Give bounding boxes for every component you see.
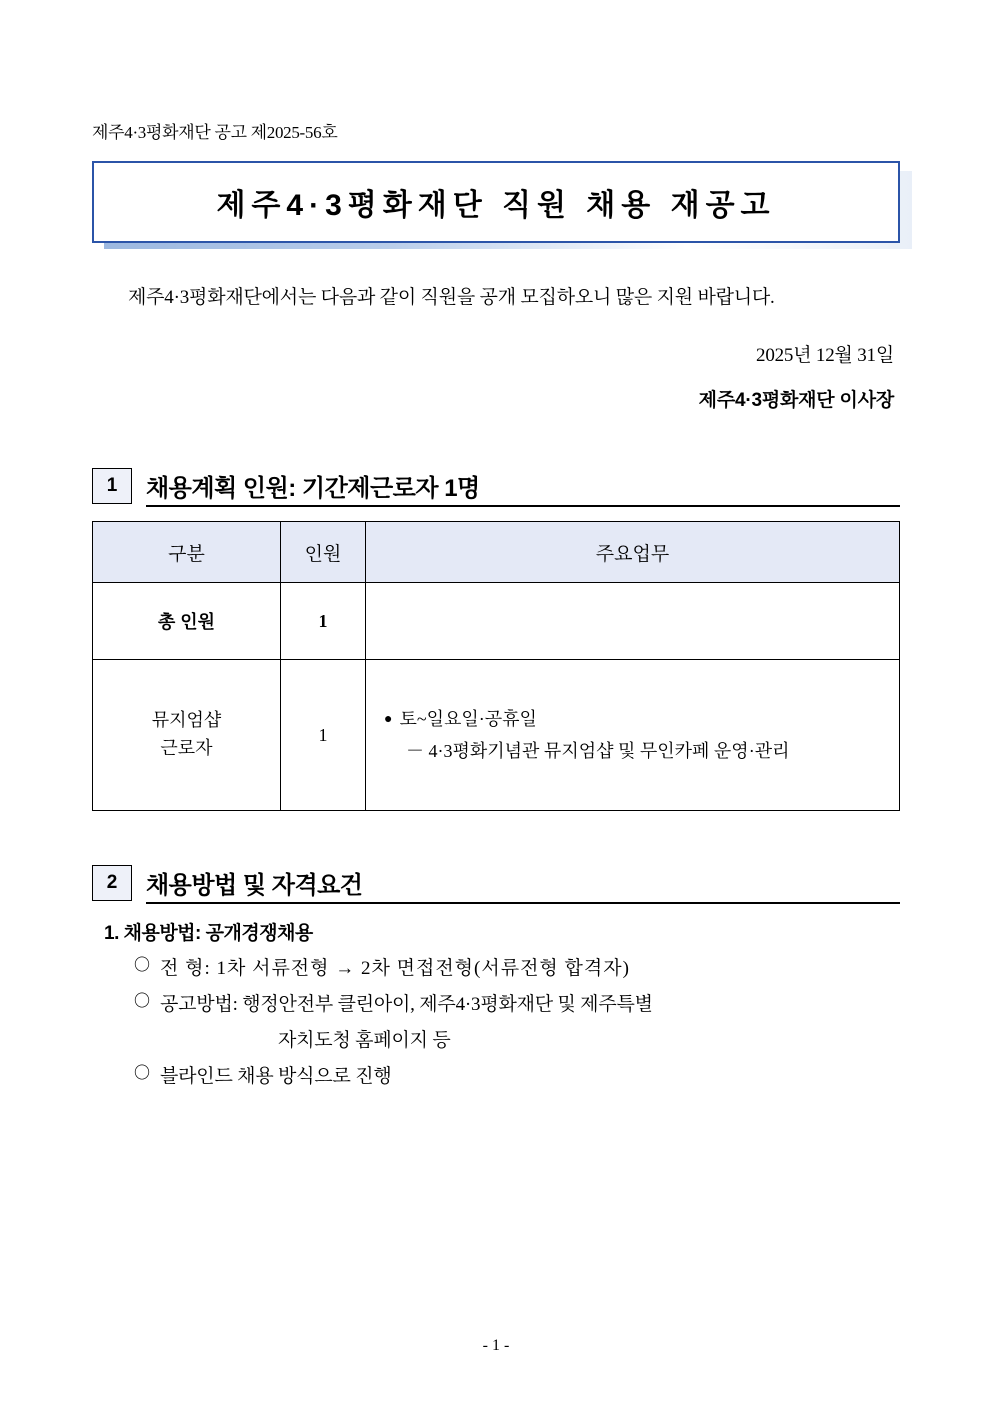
section-2-item-1: 1. 채용방법: 공개경쟁채용 (104, 923, 313, 945)
header-inwon: 인원 (281, 522, 366, 583)
list-item (134, 1059, 900, 1095)
title-banner (92, 161, 900, 243)
cell-position-duty (366, 660, 900, 811)
cell-total-duty (366, 583, 900, 660)
duty-line-2: － 4·3평화기념관 뮤지엄샵 및 무인카페 운영·관리 (406, 741, 790, 762)
section-2-number: 2 (92, 865, 132, 901)
circle-bullet-icon: 〇 (134, 1065, 150, 1083)
announcement-date: 2025년 12월 31일 (756, 345, 894, 367)
page-number: - 1 - (482, 1337, 510, 1354)
recruitment-table (92, 521, 900, 811)
cell-position-count: 1 (281, 660, 366, 811)
cell-total-label: 총 인원 (93, 583, 281, 660)
circle-bullet-icon: 〇 (134, 993, 150, 1011)
signer-name: 제주4·3평화재단 이사장 (698, 390, 894, 412)
list-item-label: 블라인드 채용 방식으로 진행 (160, 1066, 392, 1088)
header-duty: 주요업무 (366, 522, 900, 583)
table-row (93, 583, 900, 660)
table-body (93, 583, 900, 811)
cell-position-label (93, 660, 281, 811)
section-2-heading (92, 865, 900, 904)
title-box (92, 161, 900, 243)
list-item (134, 987, 900, 1023)
document-number: 제주4·3평화재단 공고 제2025-56호 (92, 123, 338, 142)
position-label-line1: 뮤지엄샵 (151, 710, 222, 731)
duty-line-1-text: 토~일요일·공휴일 (399, 708, 537, 729)
circle-bullet-icon: 〇 (134, 957, 150, 975)
position-label-line2: 근로자 (160, 738, 213, 759)
section-1-heading (92, 468, 900, 507)
list-item-label: 공고방법: 행정안전부 클린아이, 제주4·3평화재단 및 제주특별 (160, 994, 653, 1016)
list-item-continuation: 자치도청 홈페이지 등 (278, 1030, 451, 1052)
section-1-title: 채용계획 인원: 기간제근로자 1명 (146, 468, 900, 507)
table-row (93, 660, 900, 811)
section-1-number: 1 (92, 468, 132, 504)
table-header (93, 522, 900, 583)
page-title: 제주4·3평화재단 직원 채용 재공고 (216, 189, 776, 222)
bullet-dot-icon: ● (384, 711, 393, 727)
cell-total-count: 1 (281, 583, 366, 660)
list-item (134, 951, 900, 987)
intro-paragraph: 제주4·3평화재단에서는 다음과 같이 직원을 공개 모집하오니 많은 지원 바랍니다. (128, 287, 775, 308)
list-item-label: 전 형: 1차 서류전형 → 2차 면접전형(서류전형 합격자) (160, 958, 630, 980)
duty-line-1 (384, 703, 881, 735)
table-header-row (93, 522, 900, 583)
section-2-title: 채용방법 및 자격요건 (146, 865, 900, 904)
header-gubun: 구분 (93, 522, 281, 583)
